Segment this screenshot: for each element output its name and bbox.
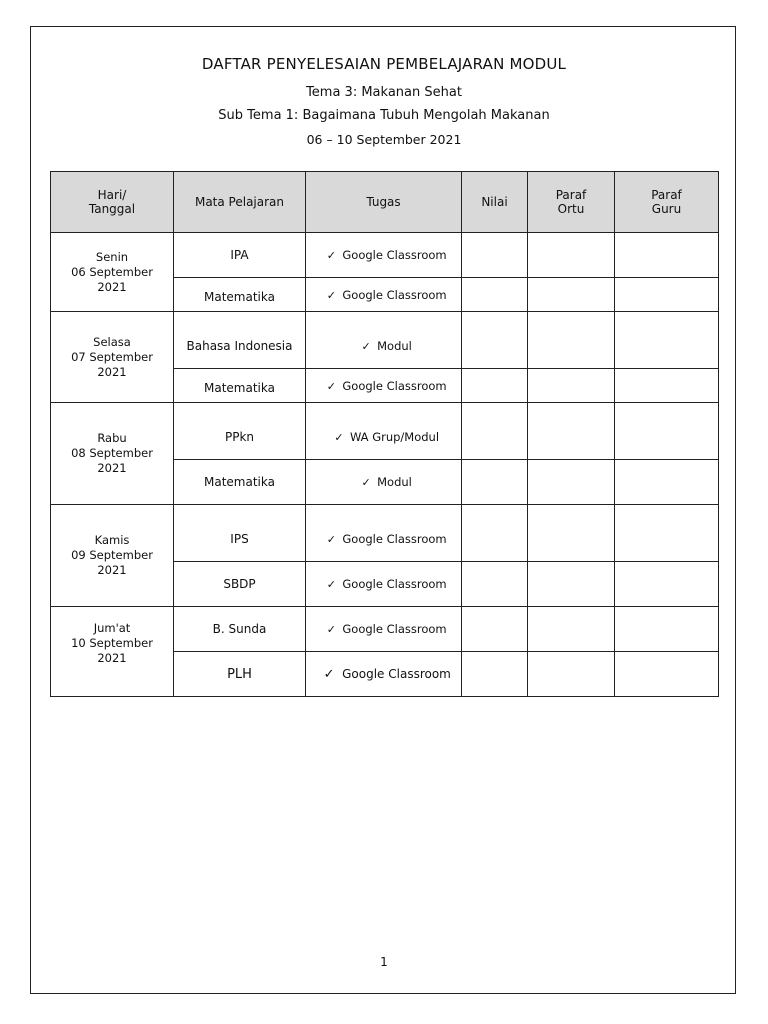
task-cell: ✓ Modul	[306, 460, 462, 505]
paraf-ortu-cell[interactable]	[528, 369, 615, 403]
subtema-line: Sub Tema 1: Bagaimana Tubuh Mengolah Makanan	[218, 108, 550, 123]
paraf-guru-cell[interactable]	[615, 607, 719, 652]
table-header-row	[51, 172, 719, 233]
day-cell: Rabu 08 September 2021	[51, 403, 174, 505]
paraf-guru-cell[interactable]	[615, 562, 719, 607]
check-icon: ✓	[323, 666, 335, 682]
check-icon: ✓	[326, 623, 336, 636]
col-header-paraf-ortu: Paraf Ortu	[528, 172, 615, 233]
schedule-table	[50, 171, 719, 697]
subject-cell: Matematika	[174, 460, 306, 505]
paraf-guru-cell[interactable]	[615, 460, 719, 505]
nilai-cell[interactable]	[462, 562, 528, 607]
subject-cell: IPA	[174, 233, 306, 278]
subject-cell: Matematika	[174, 278, 306, 312]
nilai-cell[interactable]	[462, 312, 528, 369]
document-title: DAFTAR PENYELESAIAN PEMBELAJARAN MODUL	[201, 55, 567, 73]
nilai-cell[interactable]	[462, 369, 528, 403]
nilai-cell[interactable]	[462, 278, 528, 312]
check-icon: ✓	[326, 288, 336, 302]
paraf-ortu-cell[interactable]	[528, 460, 615, 505]
day-cell: Jum'at 10 September 2021	[51, 607, 174, 697]
paraf-guru-cell[interactable]	[615, 312, 719, 369]
table-row	[51, 312, 719, 369]
task-cell: ✓ Google Classroom	[306, 233, 462, 278]
col-header-nilai: Nilai	[462, 172, 528, 233]
task-cell: ✓ Google Classroom	[306, 278, 462, 312]
subject-cell: PPkn	[174, 403, 306, 460]
task-cell: ✓ Google Classroom	[306, 562, 462, 607]
paraf-ortu-cell[interactable]	[528, 278, 615, 312]
day-cell: Kamis 09 September 2021	[51, 505, 174, 607]
task-cell: ✓ Modul	[306, 312, 462, 369]
table-row	[51, 607, 719, 652]
subject-cell: Bahasa Indonesia	[174, 312, 306, 369]
task-cell: ✓ Google Classroom	[306, 607, 462, 652]
table-row	[51, 505, 719, 562]
paraf-ortu-cell[interactable]	[528, 233, 615, 278]
check-icon: ✓	[361, 340, 371, 353]
table-row	[51, 403, 719, 460]
paraf-guru-cell[interactable]	[615, 505, 719, 562]
nilai-cell[interactable]	[462, 403, 528, 460]
check-icon: ✓	[361, 476, 371, 489]
paraf-ortu-cell[interactable]	[528, 562, 615, 607]
check-icon: ✓	[326, 578, 336, 591]
nilai-cell[interactable]	[462, 460, 528, 505]
nilai-cell[interactable]	[462, 505, 528, 562]
paraf-ortu-cell[interactable]	[528, 652, 615, 697]
subject-cell: Matematika	[174, 369, 306, 403]
col-header-tugas: Tugas	[306, 172, 462, 233]
paraf-ortu-cell[interactable]	[528, 505, 615, 562]
task-cell: ✓ WA Grup/Modul	[306, 403, 462, 460]
subject-cell: B. Sunda	[174, 607, 306, 652]
paraf-ortu-cell[interactable]	[528, 403, 615, 460]
task-cell: ✓ Google Classroom	[306, 369, 462, 403]
subject-cell: SBDP	[174, 562, 306, 607]
nilai-cell[interactable]	[462, 233, 528, 278]
check-icon: ✓	[334, 431, 344, 444]
paraf-guru-cell[interactable]	[615, 369, 719, 403]
nilai-cell[interactable]	[462, 652, 528, 697]
col-header-paraf-guru: Paraf Guru	[615, 172, 719, 233]
subject-cell: PLH	[174, 652, 306, 697]
nilai-cell[interactable]	[462, 607, 528, 652]
check-icon: ✓	[326, 249, 336, 262]
task-cell: ✓ Google Classroom	[306, 652, 462, 697]
table-row	[51, 233, 719, 278]
subject-cell: IPS	[174, 505, 306, 562]
check-icon: ✓	[326, 379, 336, 393]
check-icon: ✓	[326, 533, 336, 546]
paraf-guru-cell[interactable]	[615, 233, 719, 278]
page-number: 1	[380, 955, 388, 969]
day-cell: Senin 06 September 2021	[51, 233, 174, 312]
paraf-guru-cell[interactable]	[615, 403, 719, 460]
paraf-ortu-cell[interactable]	[528, 607, 615, 652]
paraf-ortu-cell[interactable]	[528, 312, 615, 369]
paraf-guru-cell[interactable]	[615, 278, 719, 312]
task-cell: ✓ Google Classroom	[306, 505, 462, 562]
col-header-hari: Hari/ Tanggal	[51, 172, 174, 233]
tema-line: Tema 3: Makanan Sehat	[306, 85, 462, 100]
paraf-guru-cell[interactable]	[615, 652, 719, 697]
day-cell: Selasa 07 September 2021	[51, 312, 174, 403]
col-header-mapel: Mata Pelajaran	[174, 172, 306, 233]
date-range: 06 – 10 September 2021	[306, 132, 462, 147]
